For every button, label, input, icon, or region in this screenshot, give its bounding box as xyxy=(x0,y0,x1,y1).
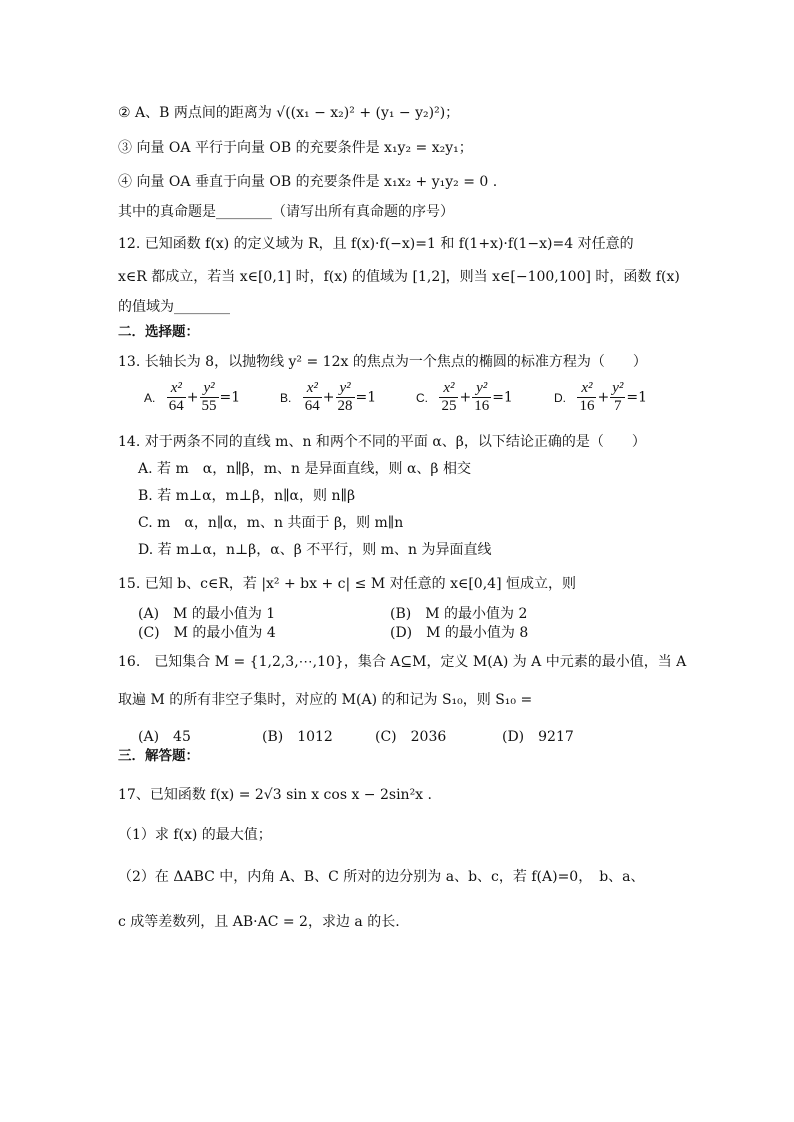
section-2-heading: 二．选择题： xyxy=(118,324,199,340)
choice-15-a: (A) M 的最小值为 1 xyxy=(138,606,276,622)
true-proposition-prompt: 其中的真命题是________（请写出所有真命题的序号） xyxy=(118,204,454,220)
question-12-line-3: 的值域为________ xyxy=(118,299,230,315)
question-13: 13. 长轴长为 8，以抛物线 y² = 12x 的焦点为一个焦点的椭圆的标准方程为（ ） xyxy=(118,354,647,370)
question-17-part-1: （1）求 f(x) 的最大值； xyxy=(118,827,272,843)
choice-13-c: C. $\frac{\text{x²}}{25}$ + $\frac{\text{y²}}{16}$ =1 xyxy=(416,380,513,414)
question-14: 14. 对于两条不同的直线 m、n 和两个不同的平面 α、β，以下结论正确的是（ ） xyxy=(118,434,646,450)
question-17-part-2-line-1: （2）在 ΔABC 中，内角 A、B、C 所对的边分别为 a、b、c，若 f(A)=0， b、a、 xyxy=(118,869,645,885)
choice-14-a: A. 若 m α，n∥β，m、n 是异面直线，则 α、β 相交 xyxy=(138,461,471,477)
proposition-4: ④ 向量 OA 垂直于向量 OB 的充要条件是 x₁x₂ + y₁y₂ = 0 . xyxy=(118,174,498,190)
question-15: 15. 已知 b、c∈R，若 |x² + bx + c| ≤ M 对任意的 x∈[0,4] 恒成立，则 xyxy=(118,576,576,592)
choice-16-b: (B) 1012 xyxy=(262,729,333,745)
choice-13-b: B. $\frac{\text{x²}}{64}$ + $\frac{\text{y²}}{28}$ =1 xyxy=(280,380,377,414)
choice-16-d: (D) 9217 xyxy=(502,729,574,745)
section-3-heading: 三．解答题： xyxy=(118,748,199,764)
choice-15-c: (C) M 的最小值为 4 xyxy=(138,625,276,641)
choice-14-d: D. 若 m⊥α，n⊥β，α、β 不平行，则 m、n 为异面直线 xyxy=(138,542,492,558)
question-17-part-2-line-2: c 成等差数列，且 AB·AC = 2，求边 a 的长. xyxy=(118,914,400,930)
choice-14-b: B. 若 m⊥α，m⊥β，n∥α，则 n∥β xyxy=(138,488,356,504)
proposition-3: ③ 向量 OA 平行于向量 OB 的充要条件是 x₁y₂ = x₂y₁； xyxy=(118,140,473,156)
question-13-choices xyxy=(118,380,678,424)
question-16-line-2: 取遍 M 的所有非空子集时，对应的 M(A) 的和记为 S₁₀，则 S₁₀ = xyxy=(118,692,533,708)
choice-15-b: (B) M 的最小值为 2 xyxy=(390,606,528,622)
question-17: 17、已知函数 f(x) = 2√3 sin x cos x − 2sin²x . xyxy=(118,787,432,803)
question-12-line-2: x∈R 都成立，若当 x∈[0,1] 时，f(x) 的值域为 [1,2]，则当 x∈[−100,100] 时，函数 f(x) xyxy=(118,269,680,285)
question-12-line-1: 12. 已知函数 f(x) 的定义域为 R，且 f(x)·f(−x)=1 和 f(1+x)·f(1−x)=4 对任意的 xyxy=(118,236,634,252)
choice-13-d: D. $\frac{\text{x²}}{16}$ + $\frac{\text{y²}}{7}$ =1 xyxy=(554,380,647,414)
question-16-line-1: 16. 已知集合 M = {1,2,3,⋯,10}，集合 A⊆M，定义 M(A) 为 A 中元素的最小值，当 A xyxy=(118,654,687,670)
choice-13-a: A. $\frac{\text{x²}}{64}$ + $\frac{\text{y²}}{55}$ =1 xyxy=(144,380,241,414)
choice-15-d: (D) M 的最小值为 8 xyxy=(390,625,529,641)
choice-16-c: (C) 2036 xyxy=(375,729,447,745)
choice-14-c: C. m α，n∥α，m、n 共面于 β，则 m∥n xyxy=(138,515,404,531)
proposition-2: ② A、B 两点间的距离为 √((x₁ − x₂)² + (y₁ − y₂)²)； xyxy=(118,105,460,121)
choice-16-a: (A) 45 xyxy=(138,729,191,745)
